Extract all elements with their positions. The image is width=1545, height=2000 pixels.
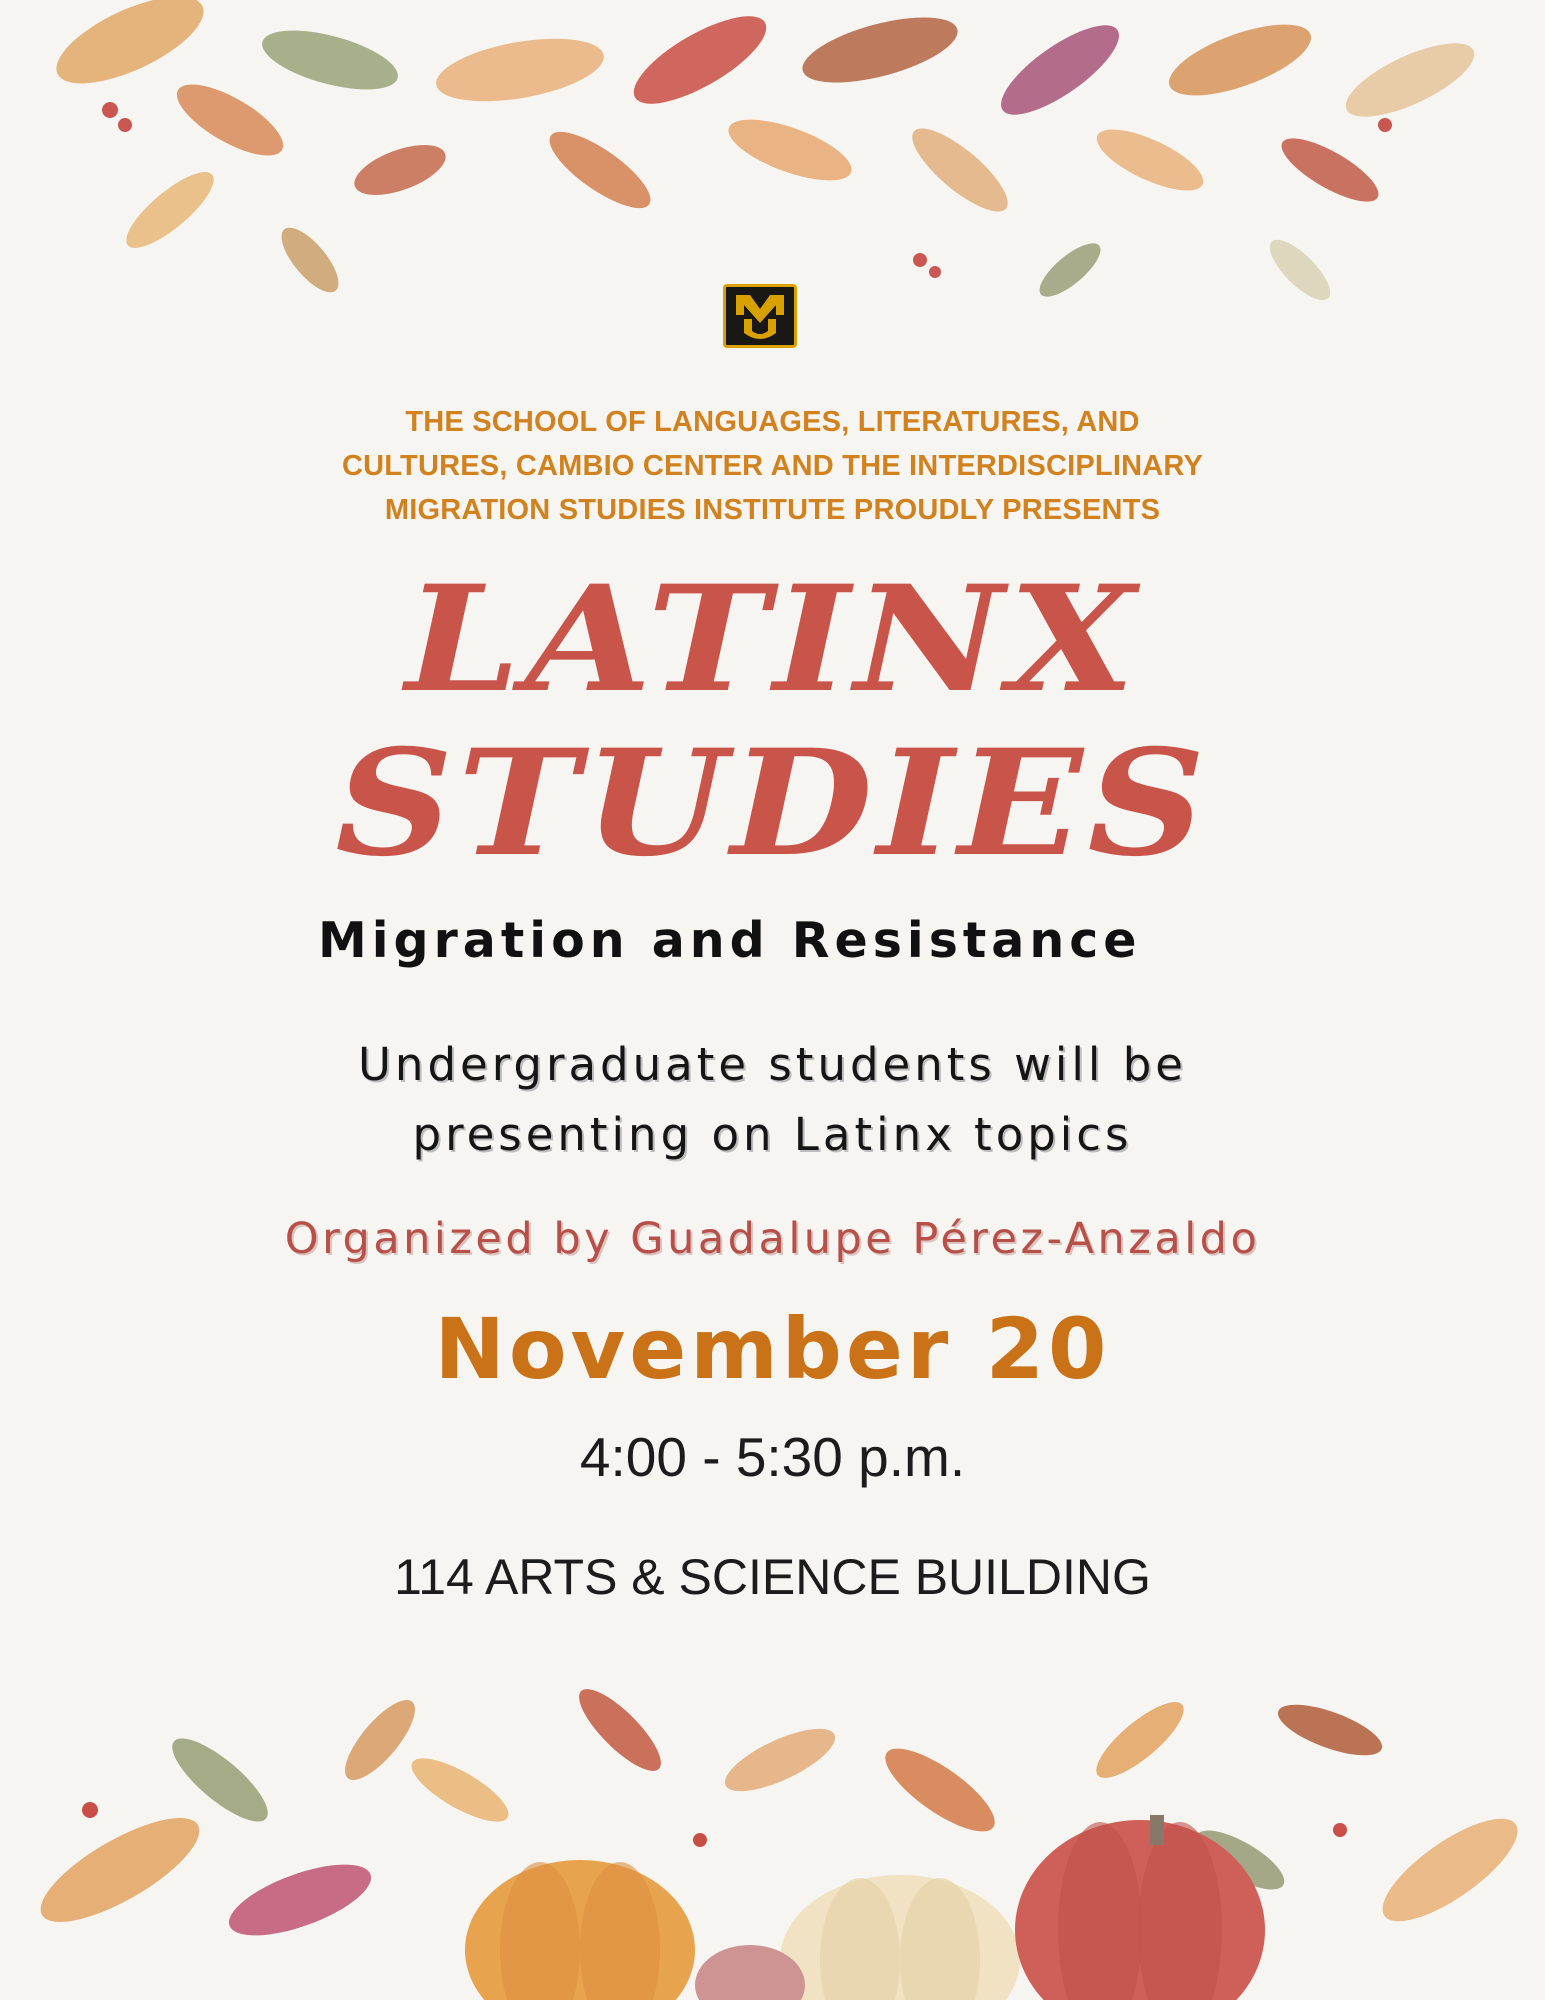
description-line-2: presenting on Latinx topics (412, 1108, 1133, 1161)
event-time: 4:00 - 5:30 p.m. (579, 1426, 966, 1488)
presenter-line-3: MIGRATION STUDIES INSTITUTE PROUDLY PRESENTS (384, 494, 1161, 526)
event-date: November 20 (434, 1300, 1111, 1398)
university-logo (723, 284, 797, 348)
presenter-line-1: THE SCHOOL OF LANGUAGES, LITERATURES, AND (405, 406, 1140, 438)
organizer-text: Organized by Guadalupe Pérez-Anzaldo (284, 1214, 1261, 1264)
event-location: 114 ARTS & SCIENCE BUILDING (394, 1549, 1151, 1605)
event-title-line-1: LATINX (405, 554, 1140, 725)
bottom-pumpkins-leaves-decoration (0, 1640, 1545, 2000)
presenter-text (0, 400, 1545, 532)
event-subtitle: Migration and Resistance (318, 912, 1142, 969)
event-title-line-2: STUDIES (335, 718, 1210, 889)
event-description (0, 1030, 1545, 1170)
presenter-line-2: CULTURES, CAMBIO CENTER AND THE INTERDISCIPLINARY (341, 450, 1203, 482)
mu-logo-icon (726, 287, 794, 345)
description-line-1: Undergraduate students will be (358, 1038, 1187, 1091)
